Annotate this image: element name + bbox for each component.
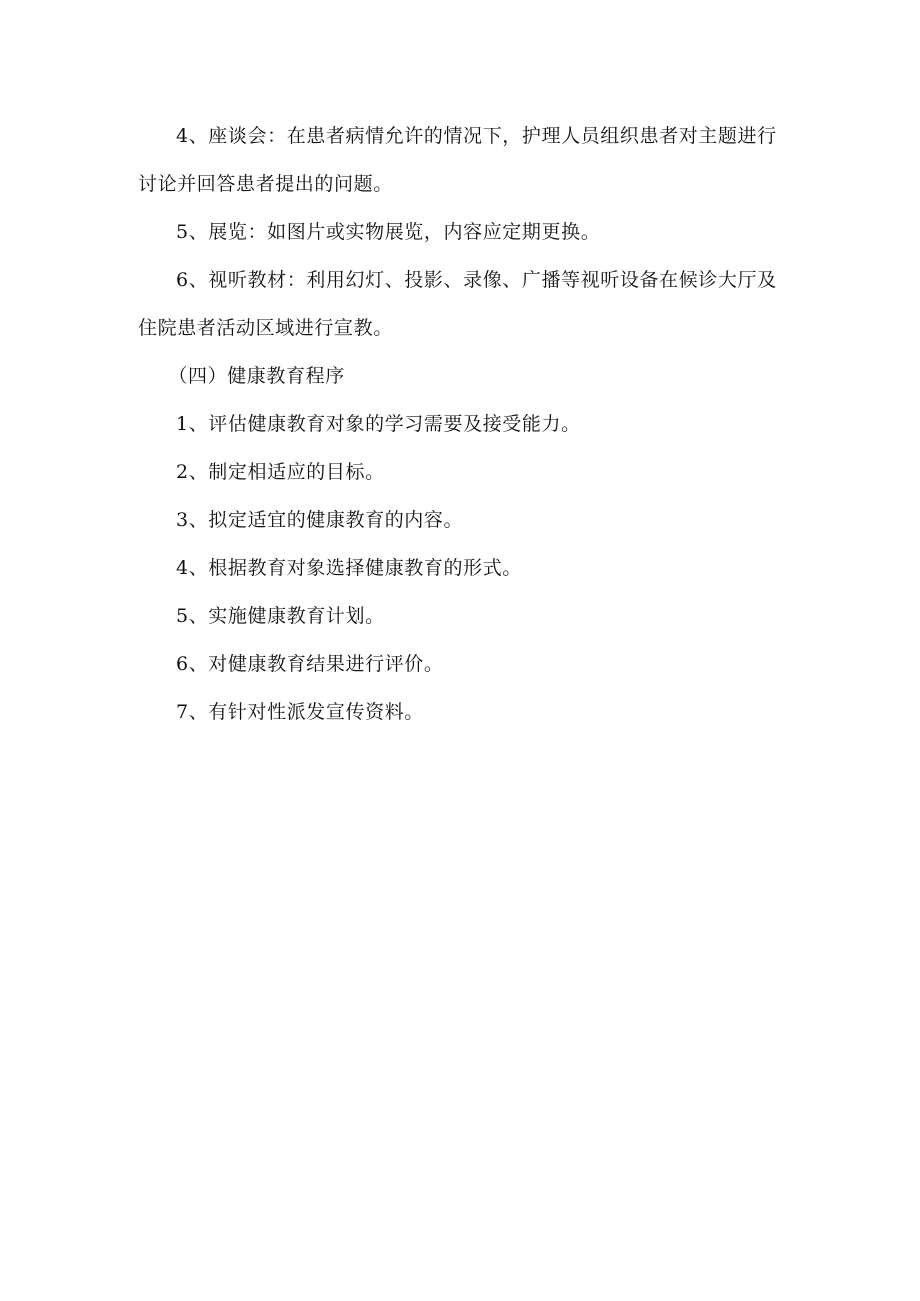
step-item: 7、有针对性派发宣传资料。 [176,701,424,723]
step-item: 2、制定相适应的目标。 [176,461,385,483]
paragraph-audiovisual: 6、视听教材：利用幻灯、投影、录像、广播等视听设备在候诊大厅及住院患者活动区域进行宣教。 [138,269,777,339]
step-item: 1、评估健康教育对象的学习需要及接受能力。 [176,413,581,435]
section-heading: （四）健康教育程序 [168,365,345,387]
paragraph-symposium: 4、座谈会：在患者病情允许的情况下，护理人员组织患者对主题进行讨论并回答患者提出的问题。 [138,125,777,195]
step-item: 3、拟定适宜的健康教育的内容。 [176,509,464,531]
step-item: 5、实施健康教育计划。 [176,605,385,627]
step-item: 6、对健康教育结果进行评价。 [176,653,444,675]
step-item: 4、根据教育对象选择健康教育的形式。 [176,557,522,579]
paragraph-exhibition: 5、展览：如图片或实物展览，内容应定期更换。 [176,221,601,243]
document-body [138,112,778,736]
